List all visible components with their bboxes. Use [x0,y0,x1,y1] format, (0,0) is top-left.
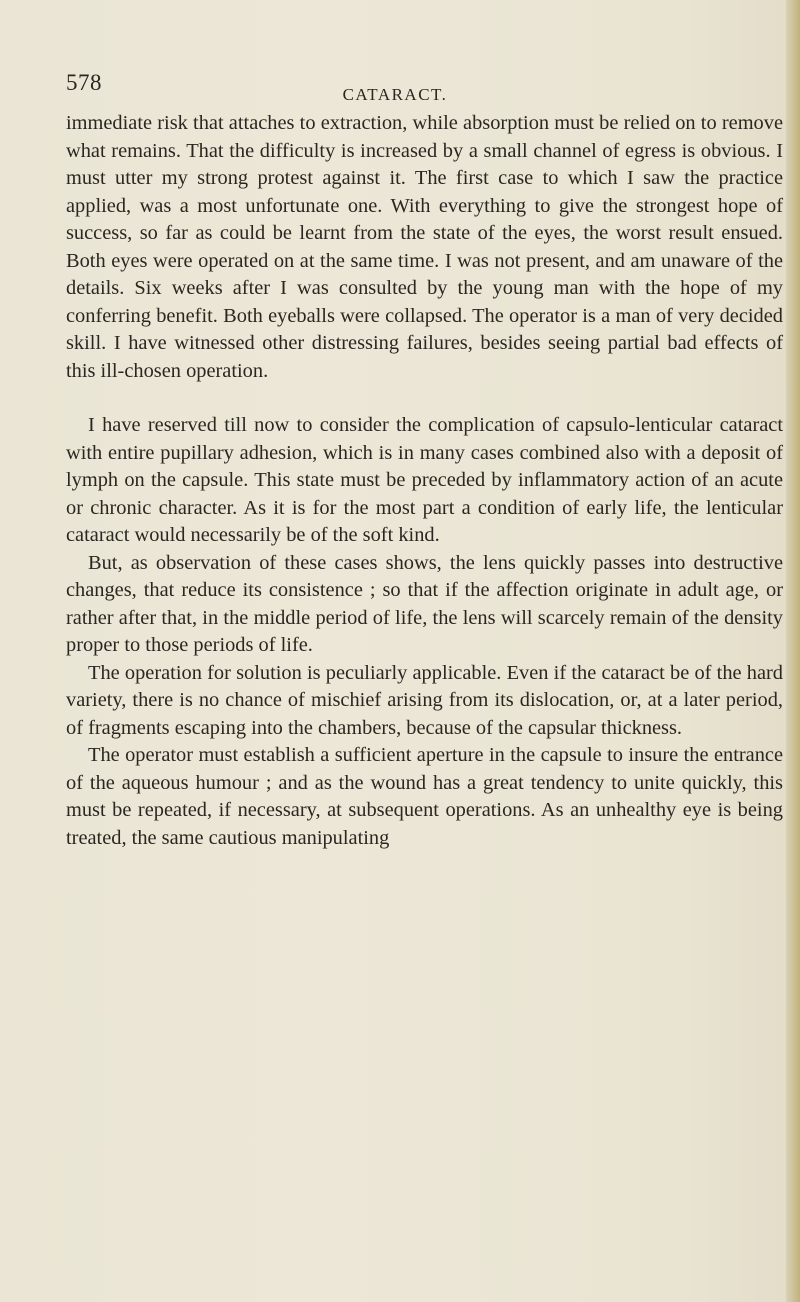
paragraph-4: The operation for solution is peculiarly applicable. Even if the cataract be of the hard variety, there is no chance of mischief arising from its dislocation, or, at a later period, of fragments escaping into the chambers, because of the capsular thickness. [66,661,783,739]
body-text [66,110,783,852]
running-head: CATARACT. [342,85,448,104]
paragraph-1: immediate risk that attaches to extraction, while absorption must be relied on to remove what remains. That the difficulty is increased by a small channel of egress is obvious. I must utter my strong protest against it. The first case to which I saw the practice applied, was a most unfortunate one. With everything to give the strongest hope of success, so far as could be learnt from the state of the eyes, the worst result ensued. Both eyes were operated on at the same time. I was not present, and am unaware of the details. Six weeks after I was consulted by the young man with the hope of my conferring benefit. Both eyeballs were collapsed. The operator is a man of very decided skill. I have witnessed other distressing failures, besides seeing partial bad effects of this ill-chosen operation. [66,112,783,382]
paragraph-gap [66,385,783,412]
paragraph-5: The operator must establish a sufficient aperture in the capsule to insure the entrance of the aqueous humour ; and as the wound has a great tendency to unite quickly, this must be repeated, if necessary, at subsequent operations. As an unhealthy eye is being treated, the same cautious manipulating [66,744,783,849]
paragraph-2: I have reserved till now to consider the complication of capsulo-lenticular cataract with entire pupillary adhesion, which is in many cases combined also with a deposit of lymph on the capsule. This state must be preceded by inflammatory action of an acute or chronic character. As it is for the most part a condition of early life, the lenticular cataract would necessarily be of the soft kind. [66,414,783,546]
page-number: 578 [66,70,102,95]
paragraph-3: But, as observation of these cases shows, the lens quickly passes into destructive changes, that reduce its consistence ; so that if the affection originate in adult age, or rather after that, in the middle period of life, the lens will scarcely remain of the density proper to those periods of life. [66,551,783,656]
page-edge [786,0,800,1302]
